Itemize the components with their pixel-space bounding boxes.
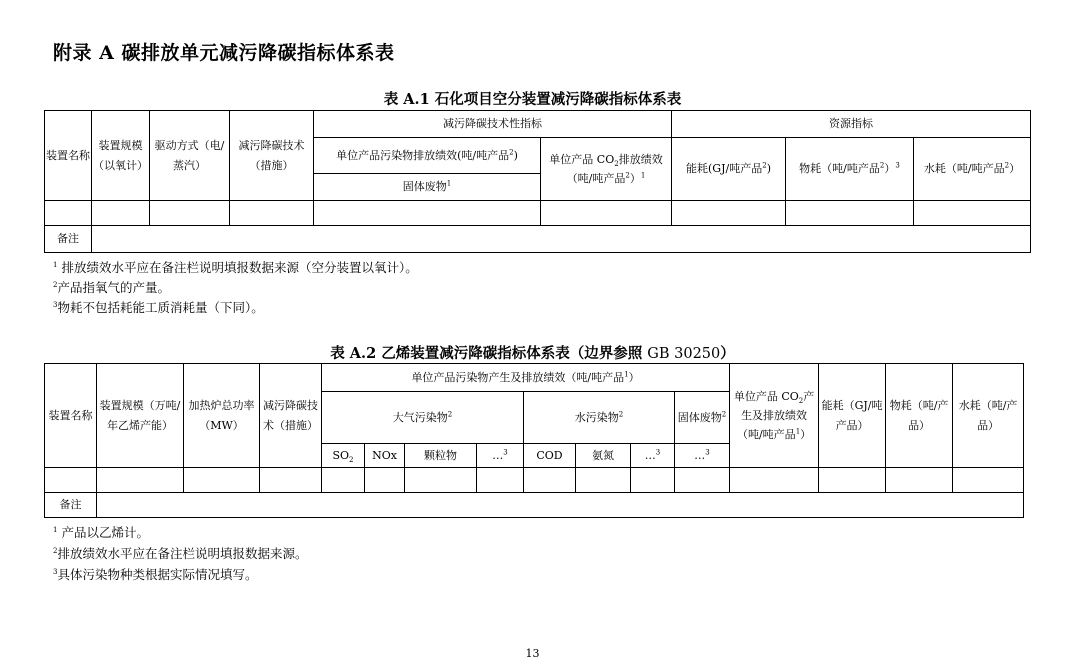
table2-caption: 表 A.2 乙烯装置减污降碳指标体系表（边界参照 GB 30250）: [330, 345, 735, 362]
t2-remark-cell: [97, 493, 1024, 518]
t1-header-drive-mode: 驱动方式（电/蒸汽）: [150, 111, 230, 201]
t2-header-solid-other: …$^3$: [675, 444, 730, 468]
t2-header-solid-waste: 固体废物$^2$: [675, 392, 730, 444]
t2-header-ammonia: 氨氮: [576, 444, 631, 468]
t2-header-water-pollutant: 水污染物$^2$: [524, 392, 675, 444]
t2-cell: [524, 468, 576, 493]
t1-cell: [314, 201, 541, 226]
t2-header-so2: $SO_2$: [322, 444, 365, 468]
t2-header-nox: NOx: [365, 444, 405, 468]
t2-note-3: $^3$具体污染物种类根据实际情况填写。: [53, 567, 258, 582]
t1-header-water: 水耗（吨/吨产品$^2$）: [914, 138, 1031, 201]
t2-header-water-other: …$^3$: [631, 444, 675, 468]
table1-caption: 表 A.1 石化项目空分装置减污降碳指标体系表: [383, 91, 682, 108]
t1-note-3: $^3$物耗不包括耗能工质消耗量（下同）。: [53, 300, 264, 315]
t2-header-material: 物耗（吨/产品）: [886, 364, 953, 468]
t1-header-device-scale: 装置规模（以氧计）: [92, 111, 150, 201]
t2-header-group: 单位产品污染物产生及排放绩效（吨/吨产品$^1$）: [322, 364, 730, 392]
t2-cell: [477, 468, 524, 493]
t2-cell: [45, 468, 97, 493]
t2-data-row: [45, 468, 1024, 493]
t2-header-measures: 减污降碳技术（措施）: [260, 364, 322, 468]
t2-cell: [576, 468, 631, 493]
t1-header-co2-efficiency: 单位产品 $CO_2$排放绩效（吨/吨产品$^2$）$^1$: [541, 138, 672, 201]
t2-header-device-scale: 装置规模（万吨/年乙烯产能）: [97, 364, 184, 468]
t1-note-2: $^2$产品指氧气的产量。: [53, 280, 170, 295]
t2-cell: [675, 468, 730, 493]
table2: [44, 363, 1024, 518]
t1-cell: [914, 201, 1031, 226]
t2-cell: [886, 468, 953, 493]
t2-cell: [322, 468, 365, 493]
t2-cell: [365, 468, 405, 493]
t1-header-device-name: 装置名称: [45, 111, 92, 201]
t1-cell: [786, 201, 914, 226]
t1-cell: [541, 201, 672, 226]
t2-cell: [953, 468, 1024, 493]
t2-header-furnace-power: 加热炉总功率（MW）: [184, 364, 260, 468]
t2-note-2: $^2$排放绩效水平应在备注栏说明填报数据来源。: [53, 546, 308, 561]
t2-header-water: 水耗（吨/产品）: [953, 364, 1024, 468]
appendix-title: 附录 A 碳排放单元减污降碳指标体系表: [53, 42, 395, 64]
t1-remark-cell: [92, 226, 1031, 253]
table1: [44, 110, 1031, 253]
t1-header-measures: 减污降碳技术（措施）: [230, 111, 314, 201]
t2-cell: [631, 468, 675, 493]
t1-cell: [45, 201, 92, 226]
t2-cell: [730, 468, 819, 493]
t1-header-resource-group: 资源指标: [672, 111, 1031, 138]
t2-cell: [97, 468, 184, 493]
t2-header-air: 大气污染物$^2$: [322, 392, 524, 444]
t1-data-row: [45, 201, 1031, 226]
t2-header-particulate: 颗粒物: [405, 444, 477, 468]
t1-cell: [230, 201, 314, 226]
t1-remark-label: 备注: [45, 226, 92, 253]
t1-header-energy: 能耗(GJ/吨产品$^2$): [672, 138, 786, 201]
t1-cell: [150, 201, 230, 226]
t1-note-1: $^1$ 排放绩效水平应在备注栏说明填报数据来源（空分装置以氧计）。: [53, 260, 418, 275]
t2-remark-label: 备注: [45, 493, 97, 518]
t1-header-solid-waste: 固体废物$^1$: [314, 174, 541, 201]
t2-header-device-name: 装置名称: [45, 364, 97, 468]
t2-cell: [405, 468, 477, 493]
t2-header-co2-efficiency: 单位产品 $CO_2$产生及排放绩效（吨/吨产品$^1$）: [730, 364, 819, 468]
t2-cell: [819, 468, 886, 493]
t1-header-material: 物耗（吨/吨产品$^2$）$^3$: [786, 138, 914, 201]
t2-cell: [260, 468, 322, 493]
page-number: 13: [525, 647, 540, 660]
t1-header-tech-group: 减污降碳技术性指标: [314, 111, 672, 138]
t2-header-cod: COD: [524, 444, 576, 468]
t2-note-1: $^1$ 产品以乙烯计。: [53, 525, 149, 540]
t2-header-energy: 能耗（GJ/吨产品）: [819, 364, 886, 468]
t1-cell: [92, 201, 150, 226]
t1-cell: [672, 201, 786, 226]
t2-header-air-other: …$^3$: [477, 444, 524, 468]
t1-header-pollutant-efficiency: 单位产品污染物排放绩效(吨/吨产品$^2$): [314, 138, 541, 174]
t2-cell: [184, 468, 260, 493]
